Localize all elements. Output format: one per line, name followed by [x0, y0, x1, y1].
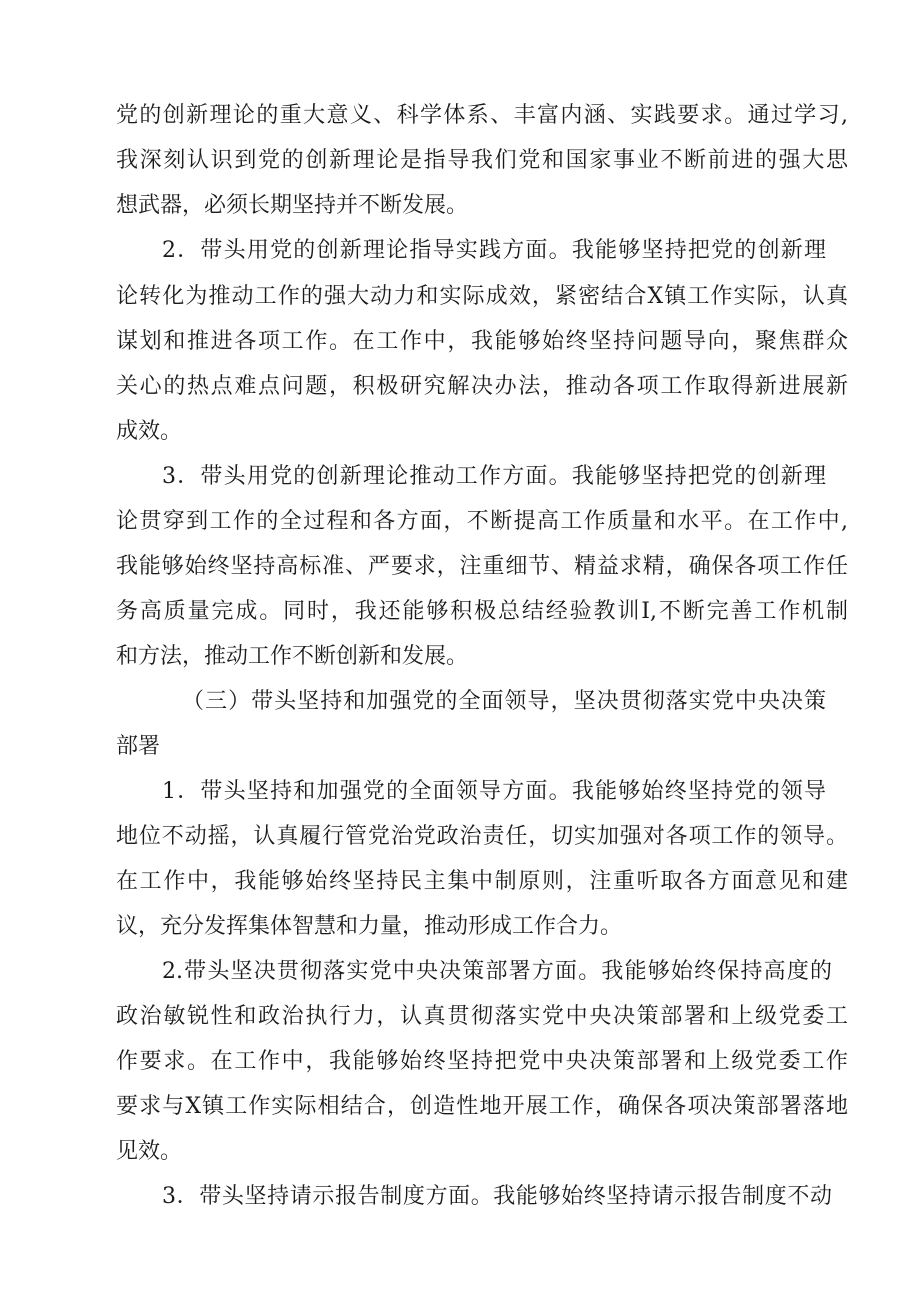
- text-line: 2．带头用党的创新理论指导实践方面。我能够坚持把党的创新理: [162, 238, 826, 263]
- text-line: 务高质量完成。同时，我还能够积极总结经验教训I,不断完善工作机制: [116, 599, 848, 624]
- text-line: 我深刻认识到党的创新理论是指导我们党和国家事业不断前进的强大思: [116, 148, 848, 173]
- text-line: 1．带头坚持和加强党的全面领导方面。我能够始终坚持党的领导: [162, 779, 826, 804]
- text-line: 党的创新理论的重大意义、科学体系、丰富内涵、实践要求。通过学习,: [116, 103, 848, 128]
- text-line: 想武器，必须长期坚持并不断发展。: [116, 193, 469, 218]
- text-line: 3．带头坚持请示报告制度方面。我能够始终坚持请示报告制度不动: [162, 1184, 832, 1209]
- text-line: 谋划和推进各项工作。在工作中，我能够始终坚持问题导向，聚焦群众: [116, 329, 848, 354]
- heading-line: 部署: [116, 734, 161, 759]
- text-line: 论转化为推动工作的强大动力和实际成效，紧密结合X镇工作实际，认真: [116, 284, 848, 309]
- text-line: 要求与X镇工作实际相结合，创造性地开展工作，确保各项决策部署落地: [116, 1094, 848, 1119]
- text-line: 关心的热点难点问题，积极研究解决办法，推动各项工作取得新进展新: [116, 374, 848, 399]
- text-line: 成效。: [116, 419, 183, 444]
- heading-line: （三）带头坚持和加强党的全面领导，坚决贯彻落实党中央决策: [182, 689, 826, 714]
- text-line: 论贯穿到工作的全过程和各方面，不断提高工作质量和水平。在工作中,: [116, 509, 848, 534]
- text-line: 和方法，推动工作不断创新和发展。: [116, 644, 469, 669]
- text-line: 在工作中，我能够始终坚持民主集中制原则，注重听取各方面意见和建: [116, 869, 848, 894]
- text-line: 3．带头用党的创新理论推动工作方面。我能够坚持把党的创新理: [162, 464, 826, 489]
- text-line: 地位不动摇，认真履行管党治党政治责任，切实加强对各项工作的领导。: [116, 824, 848, 849]
- text-line: 作要求。在工作中，我能够始终坚持把党中央决策部署和上级党委工作: [116, 1049, 848, 1074]
- text-line: 议，充分发挥集体智慧和力量，推动形成工作合力。: [116, 914, 623, 939]
- text-line: 见效。: [116, 1139, 183, 1164]
- text-line: 政治敏锐性和政治执行力，认真贯彻落实党中央决策部署和上级党委工: [116, 1004, 848, 1029]
- text-line: 2.带头坚决贯彻落实党中央决策部署方面。我能够始终保持高度的: [162, 959, 832, 984]
- text-line: 我能够始终坚持高标准、严要求，注重细节、精益求精，确保各项工作任: [116, 554, 848, 579]
